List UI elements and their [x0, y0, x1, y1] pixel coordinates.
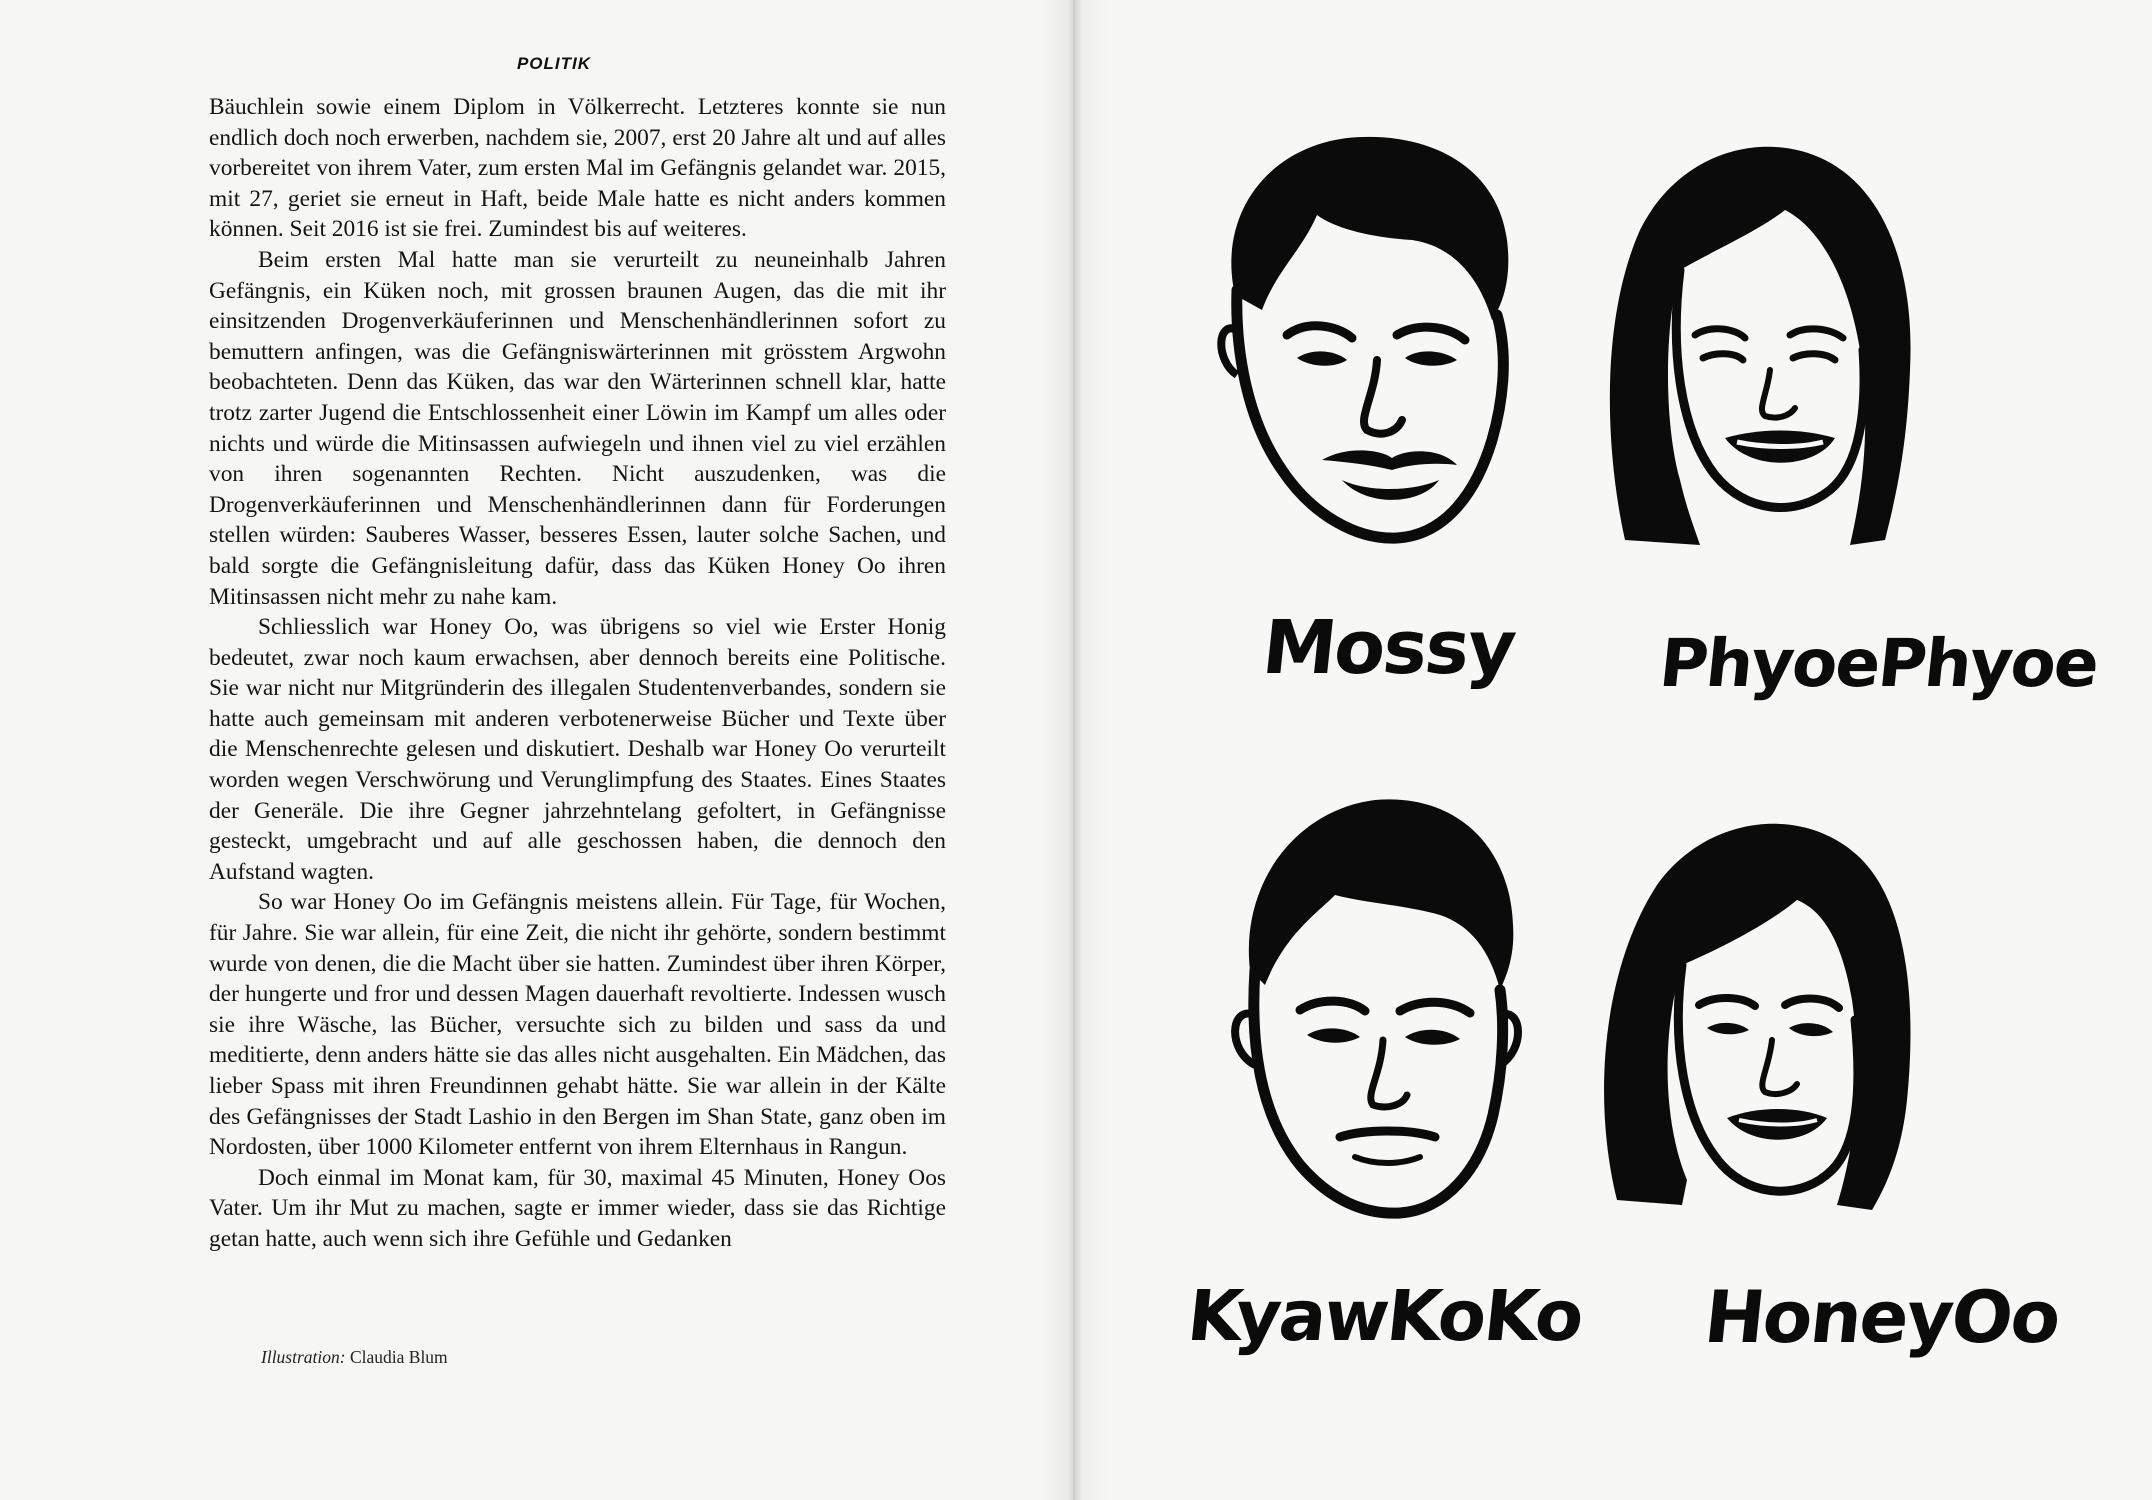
portrait-honeyoo [1587, 800, 1917, 1240]
male-face-illustration [1215, 785, 1535, 1245]
paragraph: So war Honey Oo im Gefängnis meistens allein. Für Tage, für Wochen, für Jahre. Sie war allein, für eine Zeit, die nicht ihr gehörte, sondern bestimmt wurde von denen, die die Macht über sie hatten. Zumindest über ihren Körper, der hungerte und fror und dessen Magen dauerhaft revoltierte. Indessen wusch sie ihre Wäsche, las Bücher, versuchte sich zu bilden und sass da und meditierte, denn anders hätte sie das alles nicht ausgehalten. Ein Mädchen, das lieber Spass mit ihren Freundinnen gehabt hätte. Sie war allein in der Kälte des Gefängnisses der Stadt Lashio in den Bergen im Shan State, ganz oben im Nordosten, über 1000 Kilometer entfernt von ihrem Elternhaus in Rangun. [209, 889, 946, 1161]
illustration-credit [261, 1347, 448, 1368]
female-face-illustration [1585, 120, 1925, 570]
left-page [0, 0, 1073, 1500]
paragraph: Schliesslich war Honey Oo, was übrigens so viel wie Erster Honig bedeutet, zwar noch kaum erwachsen, aber dennoch bereits eine Politische. Sie war nicht nur Mitgründerin des illegalen Studentenverbandes, sondern sie hatte auch gemeinsam mit anderen verbotenerweise Bücher und Texte über die Menschenrechte gelesen und diskutiert. Deshalb war Honey Oo verurteilt worden wegen Verschwörung und Verunglimpfung des Staates. Eines Staates der Generäle. Die ihre Gegner jahrzehntelang gefoltert, in Gefängnisse gesteckt, umgebracht und auf alle geschossen haben, die dennoch den Aufstand wagten. [209, 614, 946, 885]
portrait-name-honeyoo: HoneyOo [1700, 1275, 2063, 1359]
portrait-phyoephyoe [1585, 120, 1925, 570]
male-face-illustration [1207, 120, 1527, 570]
paragraph: Doch einmal im Monat kam, für 30, maximal 45 Minuten, Honey Oos Vater. Um ihr Mut zu machen, sagte er immer wieder, dass sie das Richtige getan hatte, auch wenn sich ihre Gefühle und Gedanken [209, 1164, 946, 1252]
portrait-name-phyoephyoe: PhyoePhyoe [1655, 625, 2102, 702]
credit-name: Claudia Blum [349, 1347, 448, 1367]
portrait-kyawkoko [1215, 785, 1535, 1245]
article-body [209, 92, 946, 1255]
portrait-name-mossy: Mossy [1258, 605, 1519, 691]
section-title: POLITIK [516, 54, 592, 73]
credit-label: Illustration: [261, 1347, 346, 1367]
paragraph: Beim ersten Mal hatte man sie verurteilt zu neuneinhalb Jahren Gefängnis, ein Küken noch, mit grossen braunen Augen, das die mit ihr einsitzenden Drogenverkäuferinnen und Menschenhändlerinnen sofort zu bemuttern anfingen, was die Gefängniswärterinnen mit grösstem Argwohn beobachteten. Denn das Küken, das war den Wärterinnen schnell klar, hatte trotz zarter Jugend die Entschlossenheit einer Löwin im Kampf um alles oder nichts und würde die Mitinsassen aufwiegeln und ihnen viel zu viel erzählen von ihren sogenannten Rechten. Nicht auszudenken, was die Drogenverkäuferinnen und Menschenhändlerinnen dann für Forderungen stellen würden: Sauberes Wasser, besseres Essen, lauter solche Sachen, und bald sorgte die Gefängnisleitung dafür, dass das Küken Honey Oo ihren Mitinsassen nicht mehr zu nahe kam. [209, 246, 946, 610]
paragraph: Bäuchlein sowie einem Diplom in Völkerrecht. Letzteres konnte sie nun endlich doch noch erwerben, nachdem sie, 2007, erst 20 Jahre alt und auf alles vorbereitet von ihrem Vater, zum ersten Mal im Gefängnis gelandet war. 2015, mit 27, geriet sie erneut in Haft, beide Male hatte es nicht anders kommen können. Seit 2016 ist sie frei. Zumindest bis auf weiteres. [209, 94, 946, 243]
right-page [1075, 0, 2152, 1500]
female-face-illustration [1587, 800, 1917, 1240]
portrait-mossy [1207, 120, 1527, 570]
portrait-name-kyawkoko: KyawKoKo [1183, 1275, 1586, 1357]
